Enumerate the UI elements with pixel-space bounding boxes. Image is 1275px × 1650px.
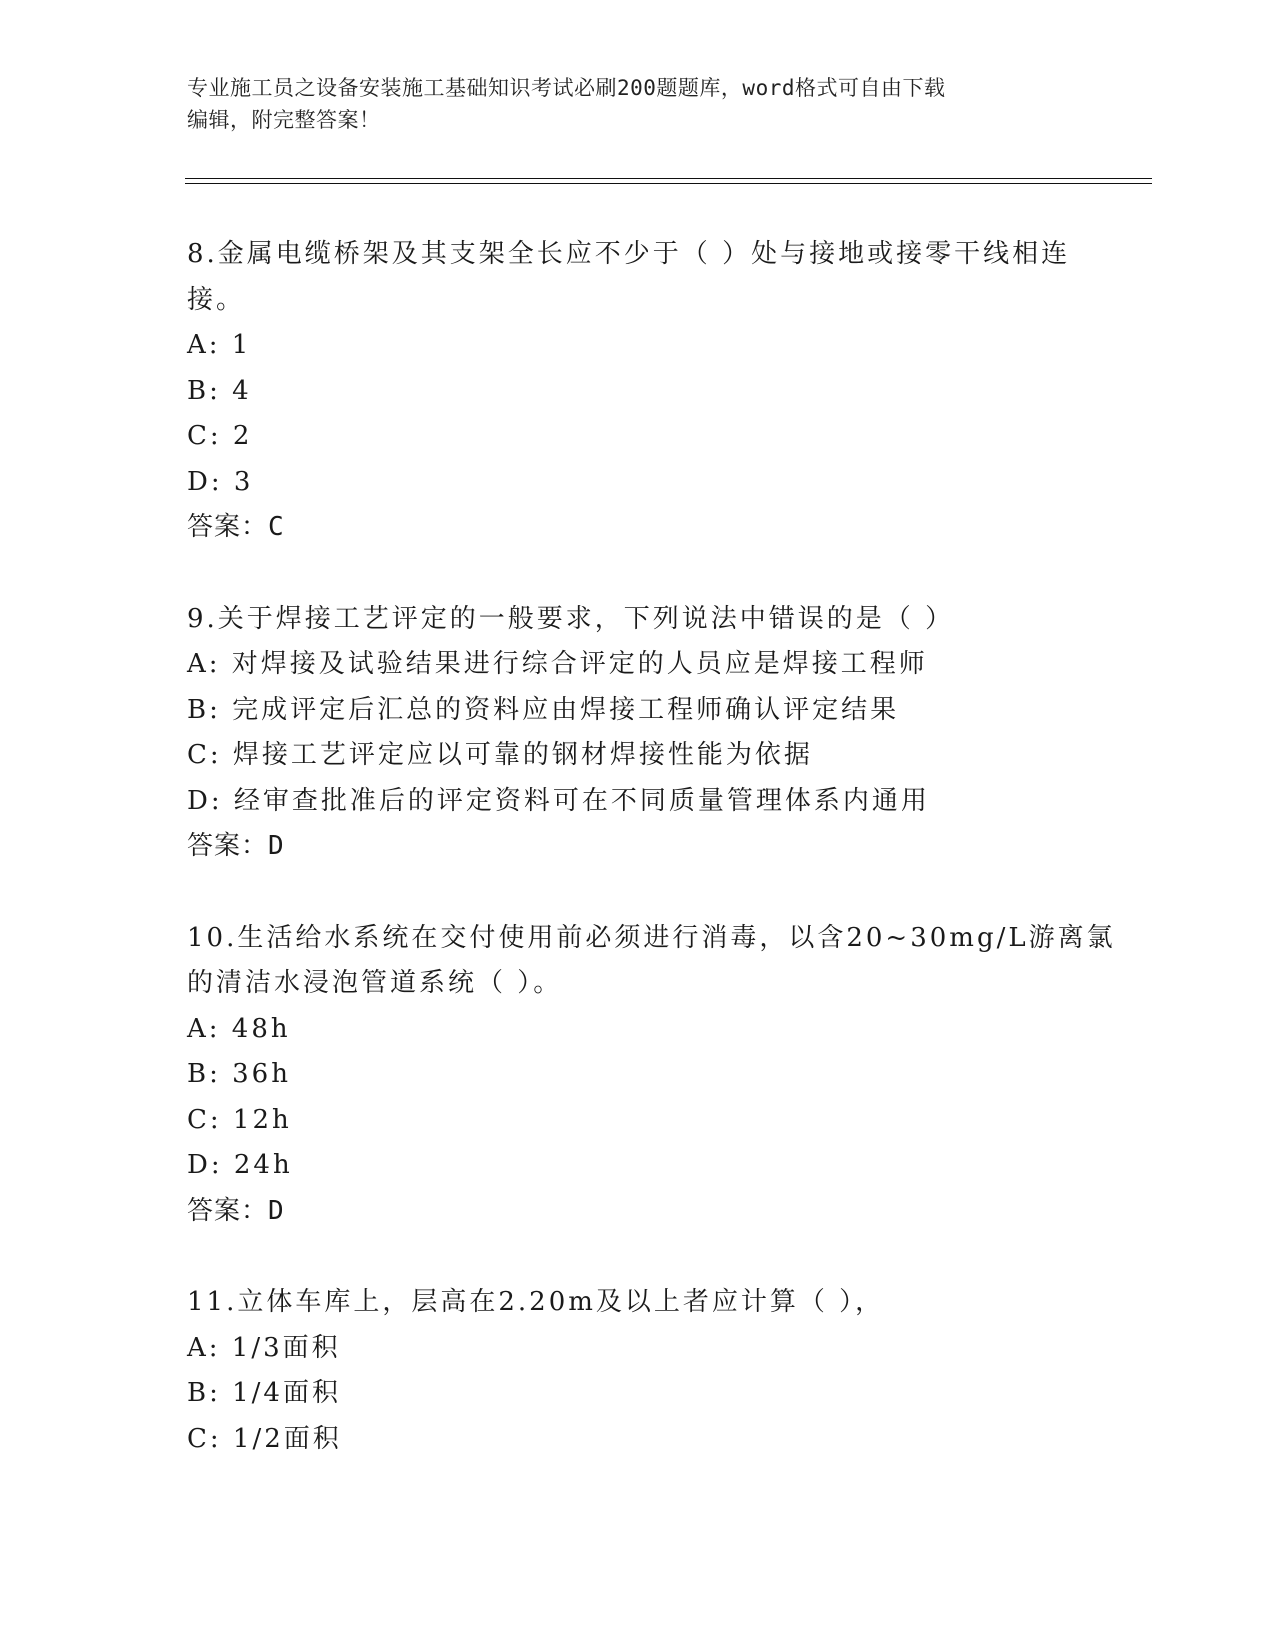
answer-line: 答案：D — [187, 1195, 285, 1226]
question-spacer — [187, 870, 1087, 916]
option-b: B: 36h — [187, 1059, 291, 1089]
option-d: D: 3 — [187, 466, 254, 497]
question-spacer — [187, 1234, 1087, 1280]
option-c: C: 2 — [187, 421, 253, 451]
option-b: B: 4 — [187, 375, 252, 406]
header-divider-top — [185, 178, 1152, 179]
option-c: C: 1/2面积 — [187, 1423, 342, 1454]
answer-line: 答案：D — [187, 831, 285, 861]
option-c: C: 12h — [187, 1104, 292, 1135]
header-title-line-1: 专业施工员之设备安装施工基础知识考试必刷200题题库，word格式可自由下载 — [187, 76, 946, 100]
question-stem: 9.关于焊接工艺评定的一般要求，下列说法中错误的是（ ） — [187, 603, 955, 634]
question-11 — [187, 1280, 1087, 1462]
header-title-line-2: 编辑，附完整答案！ — [187, 108, 381, 132]
option-d: D: 24h — [187, 1150, 293, 1180]
question-stem: 11.立体车库上，层高在2.20m及以上者应计算（ ）， — [187, 1287, 885, 1317]
option-a: A: 48h — [187, 1013, 291, 1044]
question-stem: 10.生活给水系统在交付使用前必须进行消毒，以含20~30mg/L游离氯 — [187, 922, 1116, 953]
option-a: A: 1 — [187, 330, 252, 360]
question-10 — [187, 916, 1116, 1235]
question-9 — [187, 597, 1087, 870]
question-list — [187, 232, 1116, 1462]
question-stem: 8.金属电缆桥架及其支架全长应不少于（ ）处与接地或接零干线相连 — [187, 239, 1071, 269]
option-a: A: 对焊接及试验结果进行综合评定的人员应是焊接工程师 — [187, 649, 928, 679]
option-b: B: 完成评定后汇总的资料应由焊接工程师确认评定结果 — [187, 694, 900, 725]
option-a: A: 1/3面积 — [187, 1332, 341, 1363]
header-divider-bottom — [185, 183, 1152, 184]
question-stem-continued: 的清洁水浸泡管道系统（ ）。 — [187, 968, 563, 998]
question-stem-continued: 接。 — [187, 284, 246, 315]
question-spacer — [187, 551, 1087, 597]
option-d: D: 经审查批准后的评定资料可在不同质量管理体系内通用 — [187, 785, 930, 816]
option-c: C: 焊接工艺评定应以可靠的钢材焊接性能为依据 — [187, 740, 813, 770]
document-header — [187, 72, 1087, 136]
question-8 — [187, 232, 1087, 551]
option-b: B: 1/4面积 — [187, 1378, 341, 1408]
answer-line: 答案：C — [187, 512, 285, 542]
